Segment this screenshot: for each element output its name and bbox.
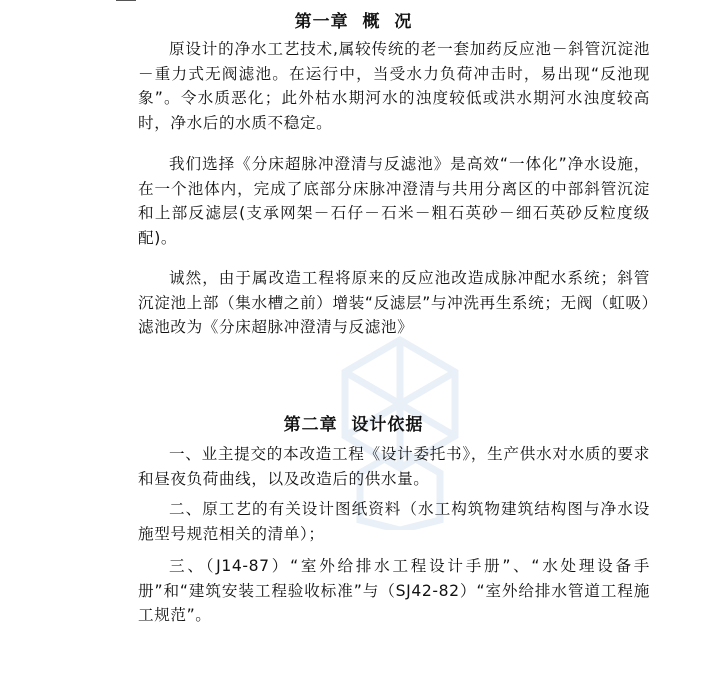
chapter-1-paragraph-1: 原设计的净水工艺技术,属较传统的老一套加药反应池－斜管沉淀池－重力式无阀滤池。在运行中，当受水力负荷冲击时，易出现“反池现象”。令水质恶化；此外枯水期河水的浊度较低或洪水期河水浊度较高时，净水后的水质不稳定。 bbox=[138, 40, 650, 132]
chapter-2-title: 第二章 设计依据 bbox=[283, 415, 424, 435]
chapter-1-paragraph-2: 我们选择《分床超脉冲澄清与反滤池》是高效“一体化”净水设施，在一个池体内，完成了底部分床脉冲澄清与共用分离区的中部斜管沉淀和上部反滤层(支承网架－石仔－石米－粗石英砂－细石英砂反粒度级配)。 bbox=[138, 155, 650, 247]
chapter-2-paragraph-2: 二、原工艺的有关设计图纸资料（水工构筑物建筑结构图与净水设施型号规范相关的清单）； bbox=[138, 500, 650, 543]
chapter-2-paragraph-1: 一、业主提交的本改造工程《设计委托书》，生产供水对水质的要求和昼夜负荷曲线，以及改造后的供水量。 bbox=[138, 445, 650, 488]
top-rule bbox=[116, 0, 136, 1]
chapter-1-paragraph-3: 诚然，由于属改造工程将原来的反应池改造成脉冲配水系统；斜管沉淀池上部（集水槽之前）增装“反滤层”与冲洗再生系统；无阀（虹吸）滤池改为《分床超脉冲澄清与反滤池》 bbox=[138, 269, 650, 337]
chapter-1-title: 第一章 概 况 bbox=[294, 12, 413, 32]
chapter-2-paragraph-3: 三、（J14-87）“室外给排水工程设计手册”、“水处理设备手册”和“建筑安装工程验收标准”与（SJ42-82）“室外给排水管道工程施工规范”。 bbox=[138, 557, 650, 625]
